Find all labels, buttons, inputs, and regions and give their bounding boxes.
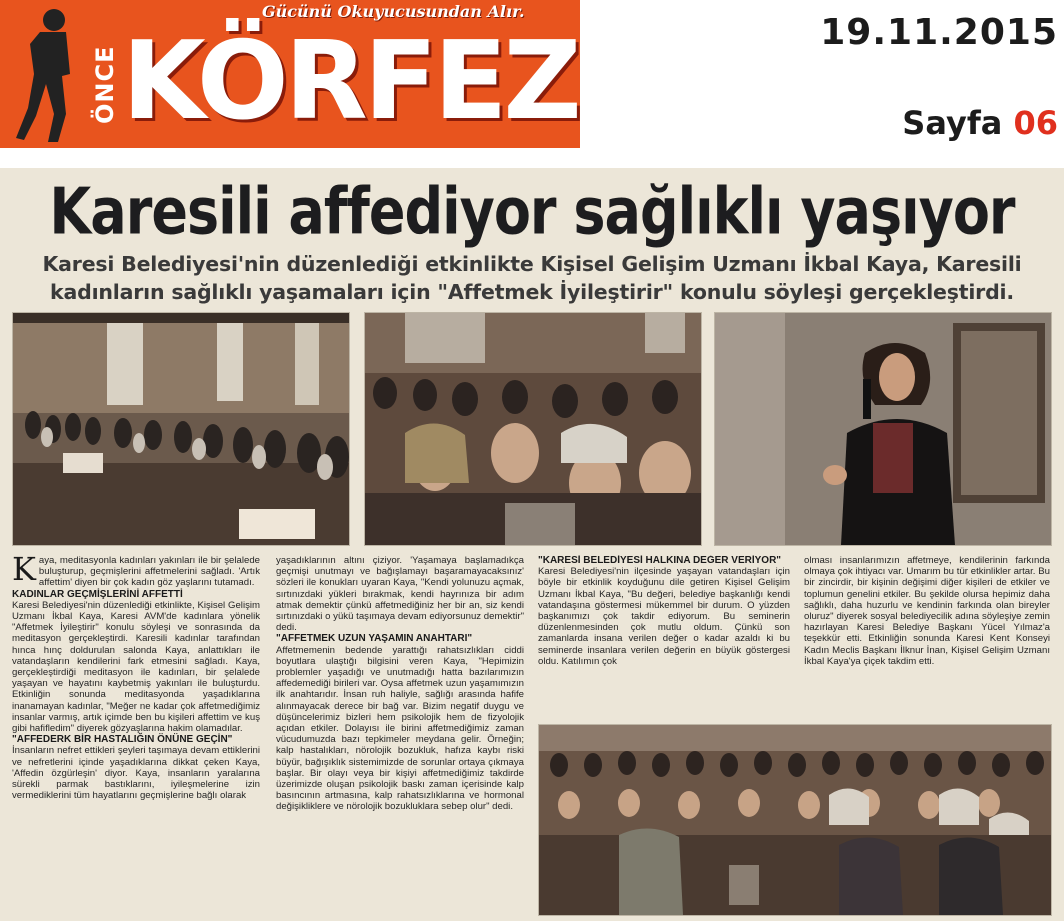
article-column-3 [538,555,790,721]
section-heading-karesi-belediyesi: "KARESİ BELEDİYESİ HALKINA DEĞER VERİYOR" [538,555,782,566]
section-heading-kadinlar: KADINLAR GEÇMİŞLERİNİ AFFETTİ [12,588,183,600]
masthead-logo [0,0,580,148]
article-paragraph: Karesi Belediyesi'nin düzenlediği etkinlikte, Kişisel Gelişim Uzmanı İkbal Kaya, Karesi AVM'de kadınlara yönelik "Affetmek İyileştirir" konulu söyleşi ve sonrasında da meditasyon gerçekleştirdi. Karesili kadınlar tarafından hınca hınç doldurulan salonda Kaya, anlattıkları ile vatandaşların kendilerini fark etmesini sağladı. Kaya, gerçekleştirdiği meditasyon ile kadınları, bir şelalede yaşayan ve hayatını kaybetmiş yakınları ile buluşturdu. Etkinliğin sonunda meditasyonda yaşadıklarına inanamayan kadınlar, "Meğer ne kadar çok affetmediğimiz insanlar varmış, artık içimde ben bu kişileri affettim ve kuş gibi hafifledim" diyerek gözyaşlarına hakim olamadılar. [12,599,260,735]
section-heading-uzun-yasam: "AFFETMEK UZUN YAŞAMIN ANAHTARI" [276,633,473,645]
article-paragraph: İnsanların nefret ettikleri şeyleri taşımaya devam ettiklerini ve nefretlerini içinde yaşadıklarına dikkat çeken Kaya, 'Affedin özgürleşin' diyor. Kaya, insanların yaralarına sürekli parmak bastıklarını, iyileşmelerine izin vermediklerini tüm hayatlarını geçmişlerine bağlı olarak [12,745,260,802]
masthead-prefix: ÖNCE [91,45,119,125]
article-subheadline: Karesi Belediyesi'nin düzenlediği etkinlikte Kişisel Gelişim Uzmanı İkbal Kaya, Karesili kadınların sağlıklı yaşamaları için "Affetmek İyileştirir" konulu söyleşi gerçekleştirdi. [42,252,1022,304]
article-column-4 [804,555,1050,721]
article-paragraph: Affetmemenin bedende yarattığı rahatsızlıkları ciddi boyutlara ulaştığı bilgisini veren Kaya, "Hepimizin problemler yaşadığı ve unutmadığı hatta bazılarımızın affedemediği birileri var. Oysa affetmek uzun yaşamımızın ilk anahtarıdır. İnsan ruh haliyle, sağlığı arasında hafife alınmayacak derece bir bağ var. Bizim negatif duygu ve düşüncelerimiz bizleri hem psikolojik hem de fizyolojik açıdan etkiler. Dolayısı ile birini affetmediğimiz zaman vücudumuzda bazı tepkimeler meydana gelir. Örneğin; kalp hastalıkları, nörolojik bozukluk, hafıza kaybı riski büyür, bağışıklık sistemimizde de sorunlar ortaya çıkmaya başlar. Bir olayı veya bir kişiyi affetmediğimiz takdirde üzerimizde oluşan psikolojik baskı zaman içerisinde kalp basıncının artmasına, kalp rahatsızlıklarına ve hormonal değişikliklere ve nörolojik bozukluklara sebep olur" dedi. [276,644,524,813]
article-paragraph: olması insanlarımızın affetmeye, kendilerinin farkında olmaya çok ihtiyacı var. Umarım bu tür etkinlikler artar. Bu bir zincirdir, bir kişinin değişimi diğer kişileri de etkiler ve toplumun genelini etkiler. Bu şekilde olursa hepimiz daha sağlıklı, daha huzurlu ve kendinin farkında olan bireyler oluruz" diyerek sosyal belediyecilik adına söyleşiye zemin hazırlayan Karesi Belediye Başkanı Yücel Yılmaz'a teşekkür etti. Etkinliğin sonunda Karesi Kent Konseyi Kadın Meclis Başkanı İlknur İnan, Kişisel Gelişim Uzmanı İkbal Kaya'ya çiçek takdim etti. [804,555,1050,667]
section-heading-affederek: "AFFEDERK BİR HASTALIĞIN ÖNÜNE GEÇİN" [12,734,233,746]
dropcap-letter: K [12,555,36,588]
article-column-1 [12,555,260,915]
walking-man-silhouette-icon [10,4,80,144]
page-number: 06 [1013,104,1058,142]
masthead-slogan: Gücünü Okuyucusundan Alır. [262,2,525,21]
photo-audience-women [364,312,702,546]
photo-audience-hall [12,312,350,546]
article-lead: aya, meditasyonla kadınları yakınları ile bir şelalede buluşturup, geçmişlerini affetmelerini sağladı. 'Artık affettim' diyen bir çok kadın göz yaşlarını tutamadı. [38,555,260,589]
masthead-title: KÖRFEZ [122,19,578,144]
article-column-2 [276,555,524,915]
article-paragraph: Karesi Belediyesi'nin ilçesinde yaşayan vatandaşları için böyle bir etkinlik koyduğunu dile getiren Kişisel Gelişim Uzmanı İkbal Kaya, "Bu değeri, belediye başkanlığı kendi vatandaşına göstermesi mükemmel bir durum. O yüzden başkanımızı çok takdir ediyorum. Bu seminerin düzenlenmesinden çok mutlu oldum. Çünkü son zamanlarda insana verilen değer o kadar azaldı ki bu seminerde insanlara verilen değerin en büyük göstergesi oldu. Katılımın çok [538,566,790,667]
photo-speaker-microphone [714,312,1052,546]
issue-date: 19.11.2015 [820,12,1058,53]
photo-audience-crowd [538,724,1052,916]
page-indicator [902,104,1058,142]
article-paragraph: yaşadıklarının altını çiziyor. 'Yaşamaya başlamadıkça geçmişi unutmayı ve bağışlamayı başaramayacaksınız' sözleri ile konukları uyaran Kaya, "Kendi yolunuzu açmak, sırtınızdaki yükleri bırakmak, kendi hayrınıza bir adım atmak demektir çünkü affetmediğiniz her bir an, siz kendi sırtınızdaki o yükü taşımaya devam ediyorsunuz demektir" dedi. [276,555,524,634]
page-label: Sayfa [902,104,1003,142]
article-headline: Karesili affediyor sağlıklı yaşıyor [49,174,1015,250]
